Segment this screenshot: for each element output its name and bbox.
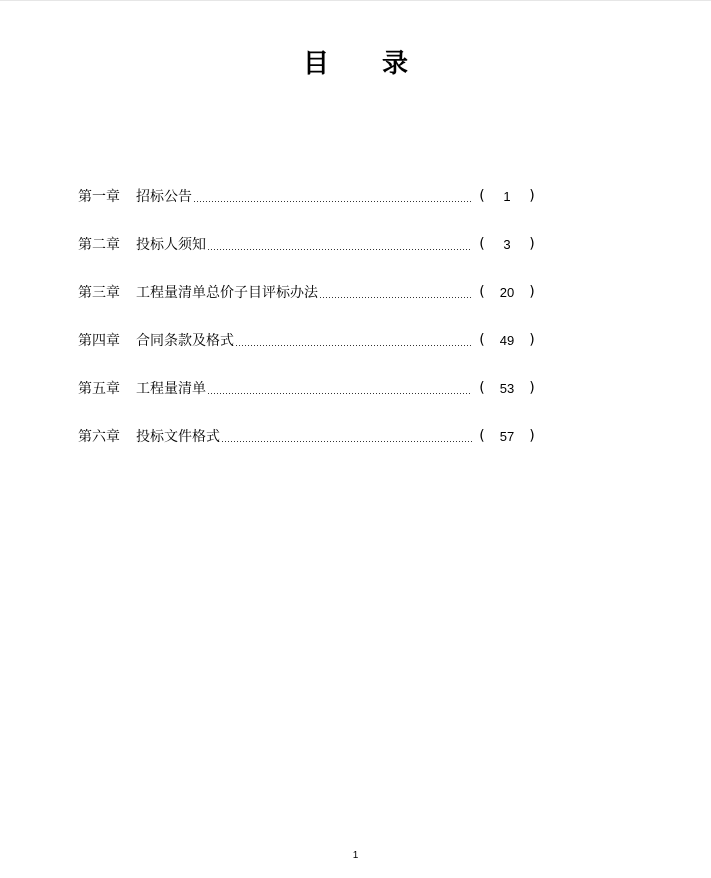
page-reference [476, 236, 538, 252]
chapter-title: 投标文件格式 [136, 429, 220, 445]
dot-leader [193, 201, 472, 202]
toc-entry-chapter-1[interactable] [78, 172, 538, 220]
dot-leader [207, 393, 472, 394]
close-paren: ) [529, 428, 535, 444]
chapter-title: 工程量清单总价子目评标办法 [136, 285, 318, 301]
close-paren: ) [529, 236, 535, 252]
chapter-title: 工程量清单 [136, 381, 206, 397]
close-paren: ) [529, 380, 535, 396]
page-number: 57 [499, 428, 515, 444]
document-title: 目 录 [302, 49, 431, 79]
page-reference [476, 332, 538, 348]
footer-page-number: 1 [352, 850, 359, 861]
close-paren: ) [529, 332, 535, 348]
page-reference [476, 428, 538, 444]
page-number: 20 [499, 284, 515, 300]
dot-leader [235, 345, 472, 346]
page-reference [476, 188, 538, 204]
page-number: 1 [503, 188, 511, 204]
table-of-contents [78, 172, 538, 460]
toc-entry-chapter-5[interactable] [78, 364, 538, 412]
page-number: 53 [499, 380, 515, 396]
page-number: 49 [499, 332, 515, 348]
chapter-number: 第五章 [78, 381, 120, 397]
chapter-title: 合同条款及格式 [136, 333, 234, 349]
page-reference [476, 380, 538, 396]
open-paren: ( [479, 332, 485, 348]
open-paren: ( [479, 380, 485, 396]
toc-entry-chapter-2[interactable] [78, 220, 538, 268]
chapter-number: 第二章 [78, 237, 120, 253]
dot-leader [319, 297, 472, 298]
chapter-title: 招标公告 [136, 189, 192, 205]
chapter-number: 第四章 [78, 333, 120, 349]
page-number: 3 [503, 236, 511, 252]
toc-entry-chapter-6[interactable] [78, 412, 538, 460]
chapter-title: 投标人须知 [136, 237, 206, 253]
open-paren: ( [479, 188, 485, 204]
dot-leader [207, 249, 472, 250]
chapter-number: 第六章 [78, 429, 120, 445]
dot-leader [221, 441, 472, 442]
open-paren: ( [479, 284, 485, 300]
close-paren: ) [529, 284, 535, 300]
page-reference [476, 284, 538, 300]
page-top-border [0, 0, 711, 1]
toc-entry-chapter-4[interactable] [78, 316, 538, 364]
open-paren: ( [479, 236, 485, 252]
open-paren: ( [479, 428, 485, 444]
toc-entry-chapter-3[interactable] [78, 268, 538, 316]
chapter-number: 第三章 [78, 285, 120, 301]
chapter-number: 第一章 [78, 189, 120, 205]
close-paren: ) [529, 188, 535, 204]
